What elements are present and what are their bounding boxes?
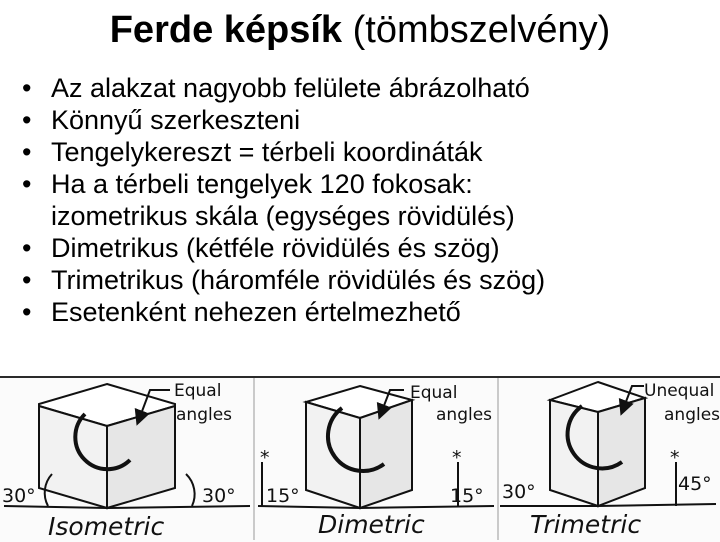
bullet-dot: • (22, 105, 32, 135)
bullet-dot: • (22, 265, 32, 295)
angle-label-2: angles (176, 405, 233, 425)
slide-title (0, 6, 720, 54)
left-angle-value: 15° (266, 485, 300, 507)
bullet-item (22, 168, 712, 200)
angle-label-1: Equal (410, 383, 458, 403)
right-star: * (452, 447, 462, 469)
angle-label-2: angles (436, 405, 493, 425)
bullet-dot: • (22, 233, 32, 263)
bullet-continuation (22, 200, 712, 232)
isometric-panel (2, 381, 250, 540)
bullet-text: Könnyű szerkeszteni (51, 105, 301, 135)
cube-right-face (598, 398, 645, 506)
trimetric-panel (500, 381, 720, 539)
bullet-dot: • (22, 297, 32, 327)
bullet-list (22, 72, 712, 328)
left-angle-value: 30° (2, 485, 36, 507)
angle-label-1: Equal (174, 381, 222, 401)
cube-right-face (360, 400, 412, 508)
angle-label-1: Unequal (644, 381, 715, 401)
bullet-text: Dimetrikus (kétféle rövidülés és szög) (51, 233, 500, 263)
slide-title-rest: (tömbszelvény) (342, 9, 611, 51)
right-angle-value: 30° (202, 485, 236, 507)
dimetric-panel (258, 383, 494, 539)
bullet-text: Az alakzat nagyobb felülete ábrázolható (51, 73, 530, 103)
right-angle-value: 15° (450, 485, 484, 507)
panel-caption: Trimetric (530, 510, 642, 539)
right-star: * (670, 447, 680, 469)
bullet-text: Tengelykereszt = térbeli koordináták (51, 137, 483, 167)
right-angle-arc (186, 474, 195, 506)
angle-label-2: angles (664, 405, 720, 425)
left-angle-value: 30° (502, 481, 536, 503)
left-star: * (260, 447, 270, 469)
bullet-text: Esetenként nehezen értelmezhető (51, 297, 461, 327)
bullet-item (22, 264, 712, 296)
bullet-item (22, 72, 712, 104)
bullet-item (22, 104, 712, 136)
bullet-text: izometrikus skála (egységes rövidülés) (51, 201, 515, 231)
bullet-dot: • (22, 73, 32, 103)
panel-caption: Isometric (48, 512, 165, 540)
right-angle-value: 45° (678, 473, 712, 495)
right-axis-line (598, 504, 716, 506)
bullet-text: Ha a térbeli tengelyek 120 fokosak: (51, 169, 473, 199)
cube-drawings (0, 378, 720, 540)
axonometric-figure (0, 376, 720, 542)
bullet-text: Trimetrikus (háromféle rövidülés és szög) (51, 265, 546, 295)
bullet-item (22, 232, 712, 264)
bullet-dot: • (22, 137, 32, 167)
bullet-dot: • (22, 169, 32, 199)
slide-title-bold: Ferde képsík (109, 9, 343, 51)
bullet-item (22, 296, 712, 328)
bullet-item (22, 136, 712, 168)
panel-caption: Dimetric (318, 510, 425, 539)
